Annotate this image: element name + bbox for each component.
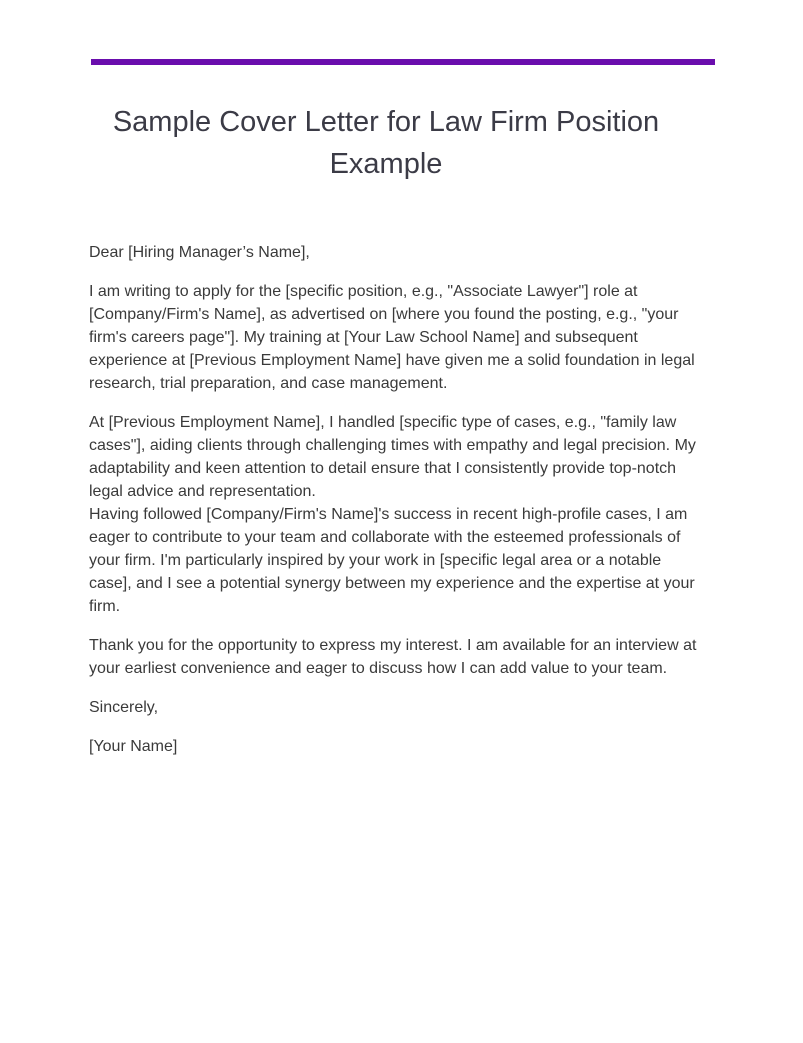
page-title: Sample Cover Letter for Law Firm Position Example <box>112 106 660 180</box>
paragraph-thanks: Thank you for the opportunity to express my interest. I am available for an interview at your earliest convenience and eager to discuss how I can add value to your team. <box>89 637 697 677</box>
paragraph-intro: I am writing to apply for the [specific position, e.g., "Associate Lawyer"] role at [Company/Firm's Name], as advertised on [where you found the posting, e.g., "your firm's careers page"]. My training at [Your Law School Name] and subsequent experience at [Previous Employment Name] have given me a solid foundation in legal research, trial preparation, and case management. <box>89 283 695 392</box>
closing: Sincerely, <box>89 699 159 716</box>
paragraph-motivation: Having followed [Company/Firm's Name]'s success in recent high-profile cases, I am eager to contribute to your team and collaborate with the esteemed professionals of your firm. I'm particularly inspired by your work in [specific legal area or a notable case], and I see a potential synergy between my experience and the expertise at your firm. <box>89 506 695 615</box>
signature: [Your Name] <box>89 738 178 755</box>
accent-rule <box>91 59 715 65</box>
letter-body <box>89 241 699 774</box>
paragraph-experience: At [Previous Employment Name], I handled [specific type of cases, e.g., "family law cases"], aiding clients through challenging times with empathy and legal precision. My adaptability and keen attention to detail ensure that I consistently provide top-notch legal advice and representation. <box>89 414 696 500</box>
salutation: Dear [Hiring Manager’s Name], <box>89 244 310 261</box>
